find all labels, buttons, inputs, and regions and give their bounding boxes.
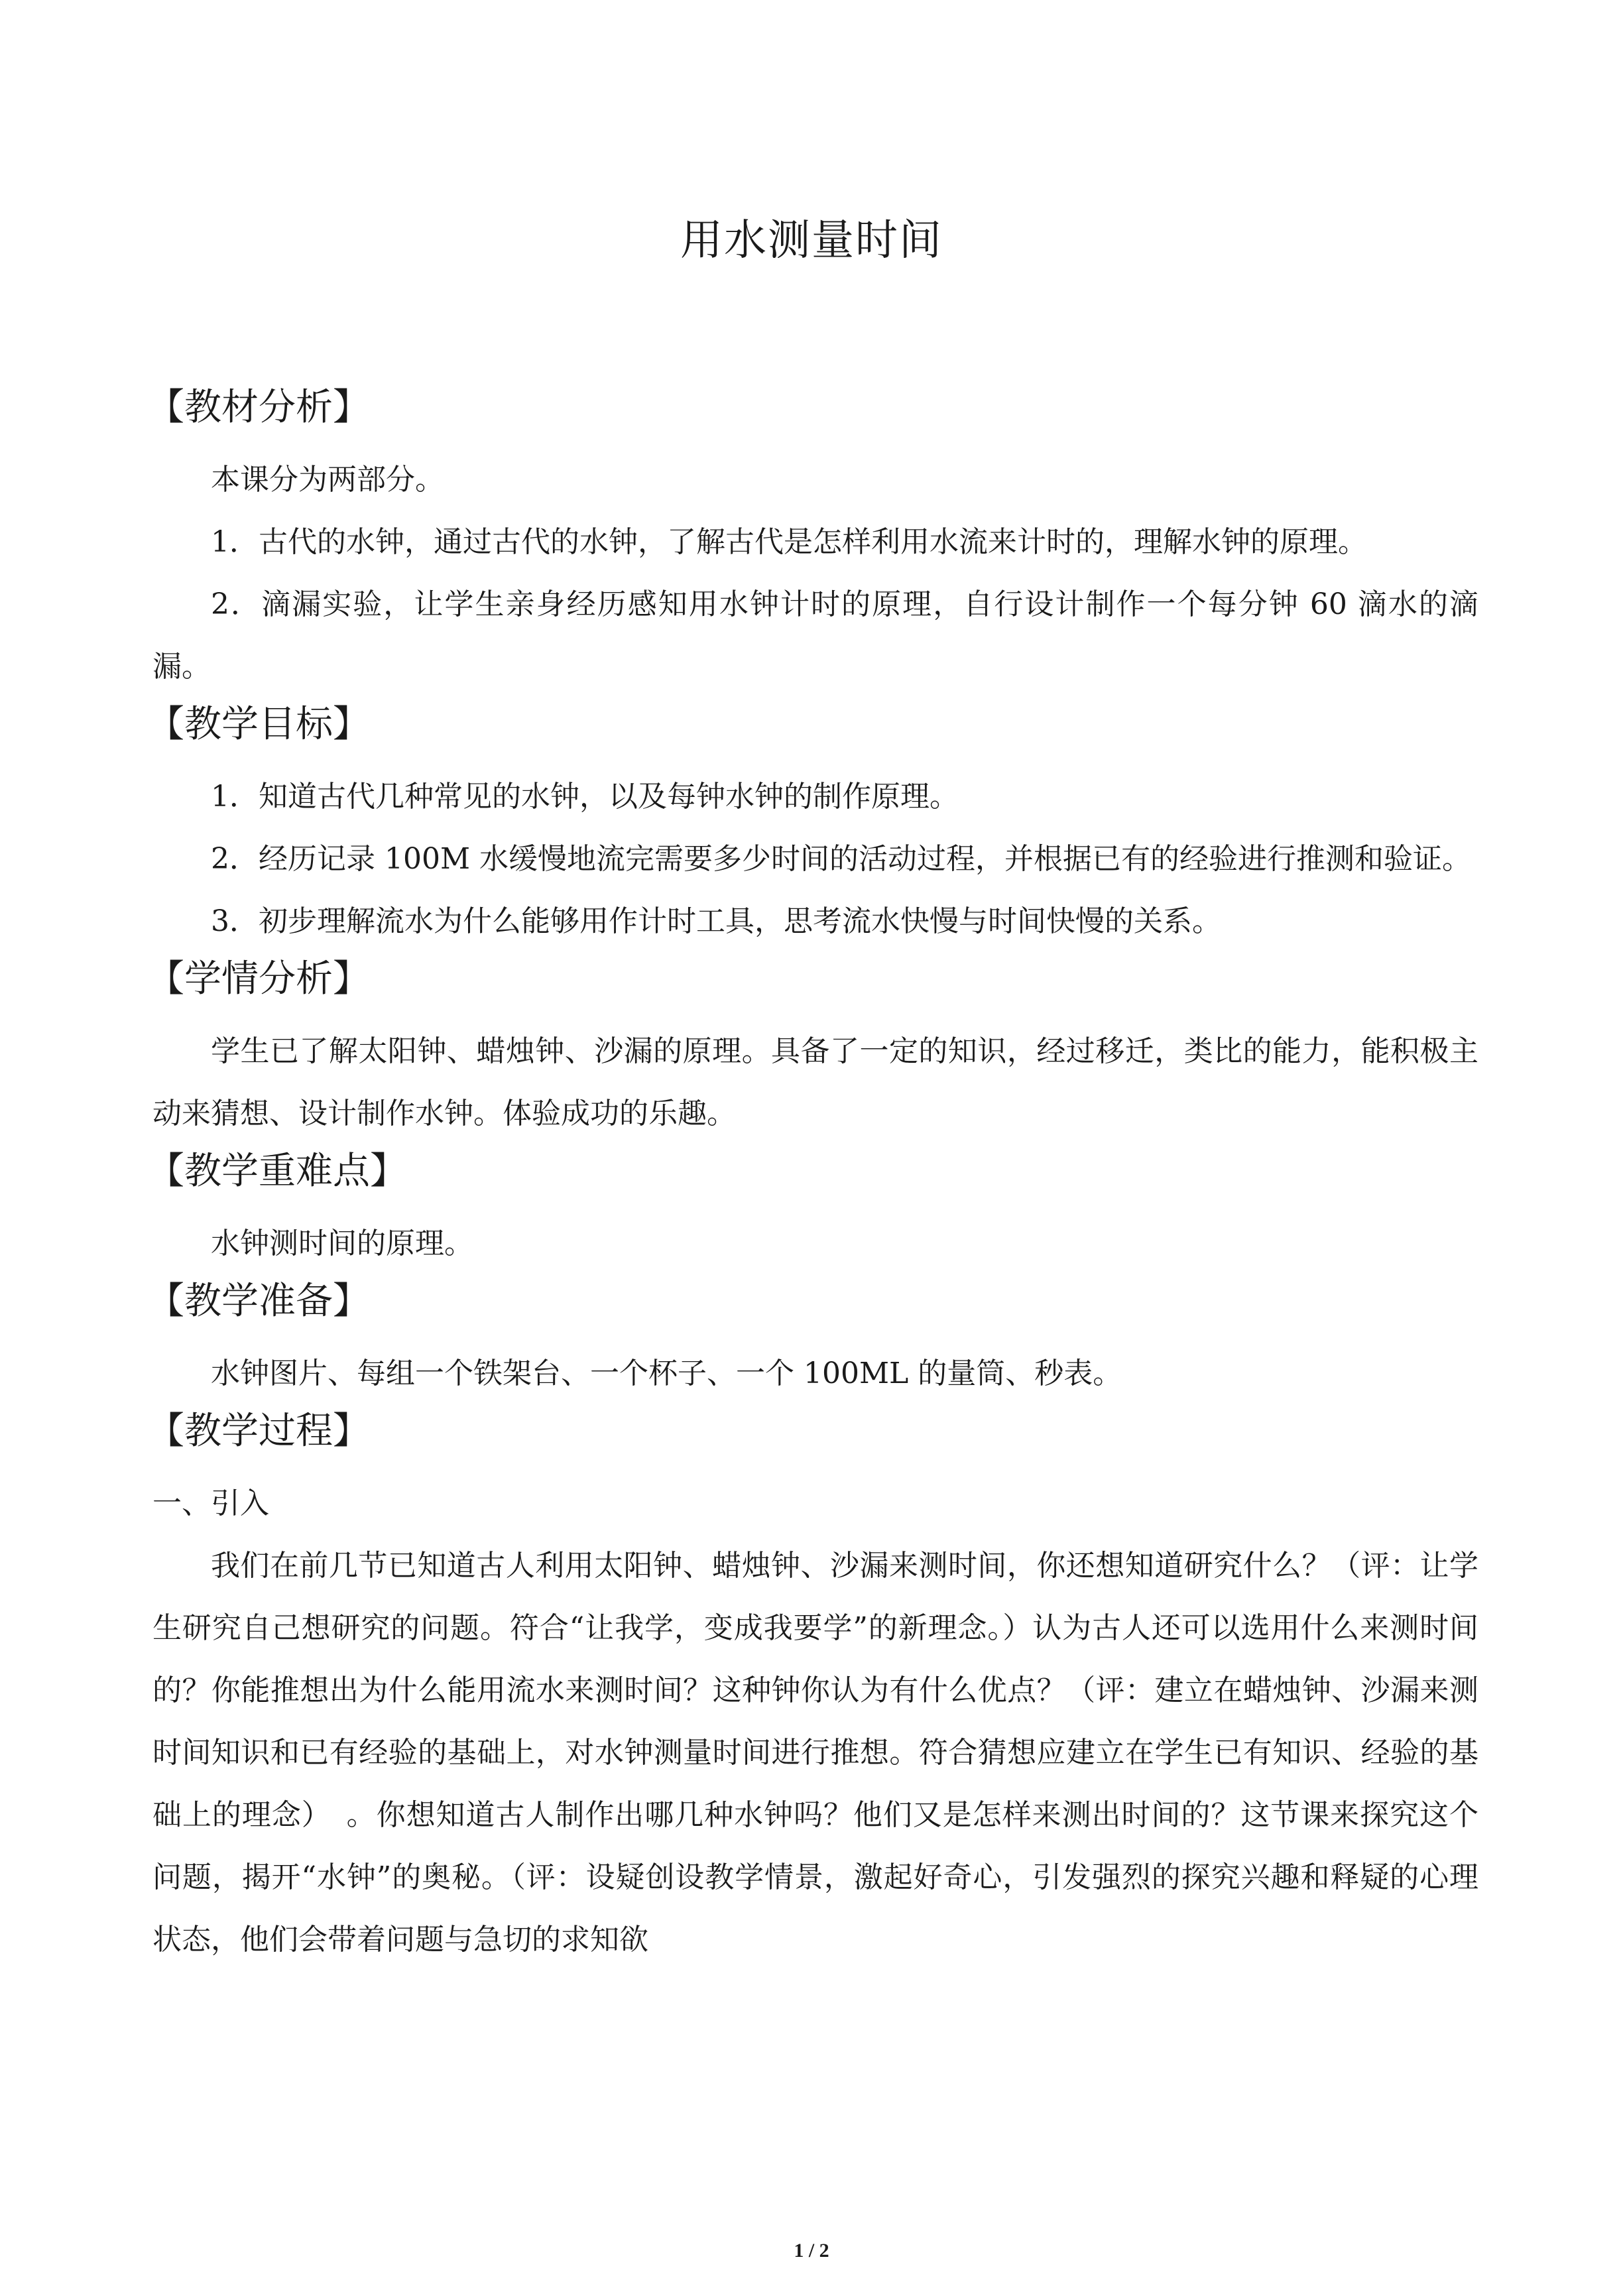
paragraph: 学生已了解太阳钟、蜡烛钟、沙漏的原理。具备了一定的知识，经过移迁，类比的能力，能积极主动来猜想、设计制作水钟。体验成功的乐趣。 [152,1034,1478,1130]
document-title: 用水测量时间 [680,216,943,265]
paragraph: 水钟图片、每组一个铁架台、一个杯子、一个 100ML 的量筒、秒表。 [211,1357,1122,1390]
paragraph: 1．古代的水钟，通过古代的水钟，了解古代是怎样利用水流来计时的，理解水钟的原理。 [211,525,1367,559]
section-heading-teaching-preparation: 【教学准备】 [147,1280,370,1323]
document-body [147,381,1478,1971]
section-heading-textbook-analysis: 【教材分析】 [147,386,370,429]
section-heading-key-difficulties: 【教学重难点】 [147,1150,407,1193]
paragraph: 我们在前几节已知道古人利用太阳钟、蜡烛钟、沙漏来测时间，你还想知道研究什么？（评：让学生研究自己想研究的问题。符合“让我学，变成我要学”的新理念。）认为古人还可以选用什么来测时间的？你能推想出为什么能用流水来测时间？这种钟你认为有什么优点？（评：建立在蜡烛钟、沙漏来测时间知识和已有经验的基础上，对水钟测量时间进行推想。符合猜想应建立在学生已有知识、经验的基础上的理念） 。你想知道古人制作出哪几种水钟吗？他们又是怎样来测出时间的？这节课来探究这个问题，揭开“水钟”的奥秘。（评：设疑创设教学情景，激起好奇心，引发强烈的探究兴趣和释疑的心理状态，他们会带着问题与急切的求知欲 [152,1549,1478,1957]
paragraph: 水钟测时间的原理。 [211,1227,473,1260]
section-heading-student-analysis: 【学情分析】 [147,957,370,1000]
section-heading-teaching-objectives: 【教学目标】 [147,703,370,746]
paragraph: 本课分为两部分。 [211,463,444,497]
subheading-introduction: 一、引入 [152,1486,269,1520]
paragraph: 3．初步理解流水为什么能够用作计时工具，思考流水快慢与时间快慢的关系。 [211,904,1221,938]
paragraph: 1．知道古代几种常见的水钟，以及每钟水钟的制作原理。 [211,780,959,814]
paragraph: 2．经历记录 100M 水缓慢地流完需要多少时间的活动过程，并根据已有的经验进行推测和验证。 [211,842,1471,876]
paragraph: 2．滴漏实验，让学生亲身经历感知用水钟计时的原理，自行设计制作一个每分钟 60 滴水的滴漏。 [152,587,1478,684]
page-number: 1 / 2 [794,2240,829,2262]
section-heading-teaching-process: 【教学过程】 [147,1410,370,1453]
